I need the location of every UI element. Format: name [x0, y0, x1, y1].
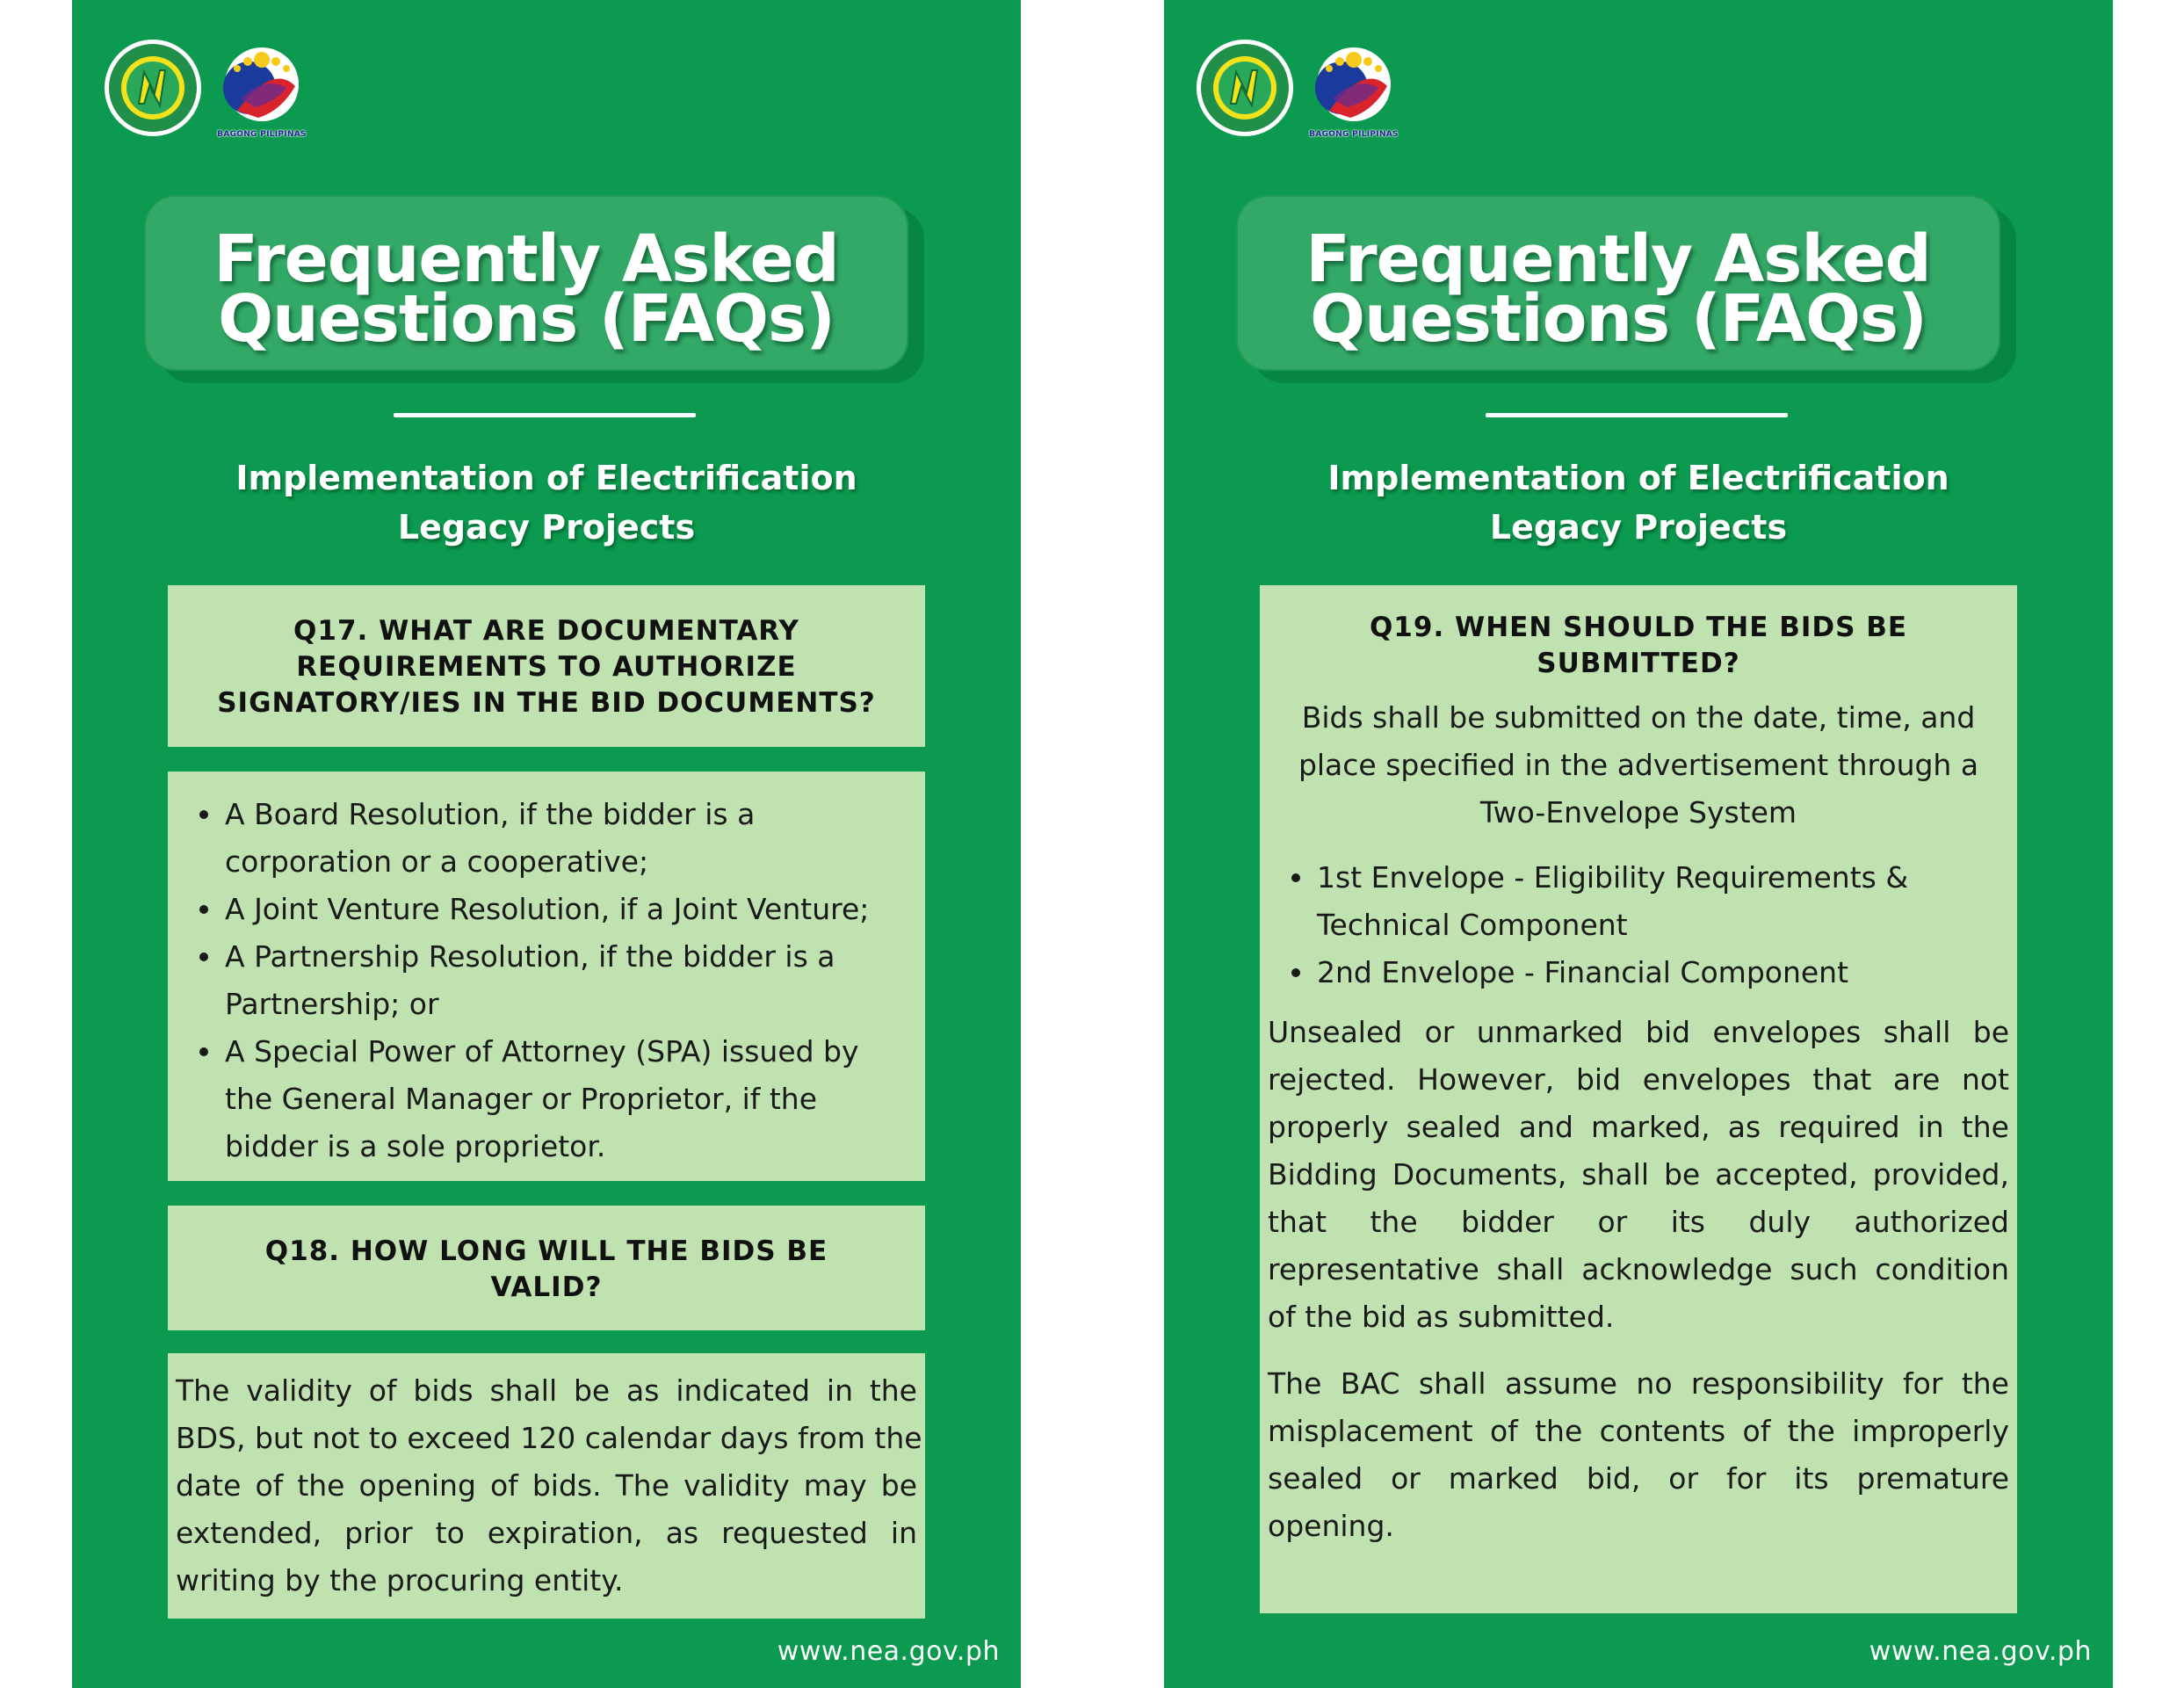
q18-question-line: VALID?	[490, 1271, 603, 1303]
list-item: 1st Envelope - Eligibility Requirements &	[1260, 854, 2009, 902]
list-item: A Board Resolution, if the bidder is a	[168, 791, 925, 838]
q18-answer-line: The validity of bids shall be as indicated in the	[176, 1373, 917, 1408]
list-item: A Partnership Resolution, if the bidder is a	[168, 933, 925, 981]
bagong-pilipinas-text: BAGONG PILIPINAS	[1309, 130, 1399, 139]
list-item: A Joint Venture Resolution, if a Joint Venture;	[168, 886, 925, 933]
list-item-continuation: Technical Component	[1317, 908, 1628, 942]
subtitle-line-1: Implementation of Electrification	[235, 459, 857, 497]
bagong-pilipinas-logo	[1303, 37, 1405, 139]
q19-paragraph-1-line: properly sealed and marked, as required in the	[1268, 1110, 2009, 1144]
q18-answer-line: date of the opening of bids. The validity may be	[176, 1468, 917, 1503]
q18-answer-line: BDS, but not to exceed 120 calendar days from the	[176, 1421, 922, 1455]
q19-paragraph-1-line: Bidding Documents, shall be accepted, provided,	[1268, 1157, 2009, 1192]
q18-question-line: Q18. HOW LONG WILL THE BIDS BE	[264, 1235, 828, 1267]
q19-paragraph-1-line: Unsealed or unmarked bid envelopes shall be	[1268, 1015, 2009, 1049]
q19-box	[1260, 585, 2017, 1613]
q18-answer-box	[168, 1353, 925, 1619]
logo-group	[104, 35, 315, 141]
q17-question-line: SIGNATORY/IES IN THE BID DOCUMENTS?	[217, 687, 876, 719]
q19-paragraph-1-line: rejected. However, bid envelopes that are not	[1268, 1062, 2009, 1097]
nea-seal-logo	[1196, 39, 1294, 137]
q19-question	[1268, 610, 2009, 682]
q19-paragraph-2-line: The BAC shall assume no responsibility for the	[1268, 1366, 2009, 1401]
q19-intro-line: Two-Envelope System	[1479, 795, 1797, 830]
page-title-line-1: Frequently Asked	[1305, 221, 1931, 297]
website-link[interactable]: www.nea.gov.ph	[777, 1636, 1000, 1667]
q19-paragraph-2-line: opening.	[1268, 1509, 1394, 1543]
q18-answer-line: extended, prior to expiration, as requested in	[176, 1516, 917, 1550]
page-title-line-1: Frequently Asked	[213, 221, 839, 297]
q19-paragraph-1	[1268, 1009, 2009, 1341]
list-item-continuation: the General Manager or Proprietor, if the	[225, 1082, 818, 1116]
q17-question-line: Q17. WHAT ARE DOCUMENTARY	[293, 615, 799, 647]
faq-panel-left	[72, 0, 1021, 1688]
subtitle-line-2: Legacy Projects	[397, 508, 696, 547]
q19-question-line: Q19. WHEN SHOULD THE BIDS BE	[1369, 612, 1908, 643]
bagong-pilipinas-text: BAGONG PILIPINAS	[217, 130, 307, 139]
q19-paragraph-1-line: representative shall acknowledge such condition	[1268, 1252, 2009, 1286]
q19-intro	[1268, 694, 2009, 837]
q19-intro-line: Bids shall be submitted on the date, time, and	[1301, 700, 1976, 735]
q19-envelope-list	[1260, 854, 2009, 996]
q18-answer-line: writing by the procuring entity.	[176, 1563, 624, 1597]
q19-paragraph-2	[1268, 1360, 2009, 1550]
faq-panel-right	[1164, 0, 2113, 1688]
page-title-line-2: Questions (FAQs)	[218, 281, 835, 357]
q19-intro-line: place specified in the advertisement through a	[1298, 748, 1979, 782]
q19-paragraph-1-line: of the bid as submitted.	[1268, 1300, 1615, 1334]
bagong-pilipinas-logo	[211, 37, 313, 139]
subtitle-line-1: Implementation of Electrification	[1327, 459, 1949, 497]
q18-question-box	[168, 1206, 925, 1330]
q17-question-box	[168, 585, 925, 747]
title-divider	[394, 413, 696, 417]
subtitle-line-2: Legacy Projects	[1489, 508, 1788, 547]
q17-answer-box	[168, 772, 925, 1181]
list-item-continuation: corporation or a cooperative;	[225, 844, 649, 879]
q19-paragraph-2-line: misplacement of the contents of the improperly	[1268, 1414, 2009, 1448]
q19-question-line: SUBMITTED?	[1537, 648, 1740, 679]
list-item: A Special Power of Attorney (SPA) issued by	[168, 1028, 925, 1076]
nea-seal-logo	[104, 39, 202, 137]
list-item: 2nd Envelope - Financial Component	[1260, 949, 2009, 996]
title-divider	[1486, 413, 1788, 417]
q19-paragraph-2-line: sealed or marked bid, or for its premature	[1268, 1461, 2009, 1496]
q17-answer-list	[168, 791, 925, 1170]
q17-question-line: REQUIREMENTS TO AUTHORIZE	[296, 651, 797, 683]
logo-group	[1196, 35, 1407, 141]
list-item-continuation: Partnership; or	[225, 987, 439, 1021]
q19-paragraph-1-line: that the bidder or its duly authorized	[1268, 1205, 2009, 1239]
page-title-line-2: Questions (FAQs)	[1310, 281, 1927, 357]
website-link[interactable]: www.nea.gov.ph	[1869, 1636, 2092, 1667]
list-item-continuation: bidder is a sole proprietor.	[225, 1129, 606, 1163]
